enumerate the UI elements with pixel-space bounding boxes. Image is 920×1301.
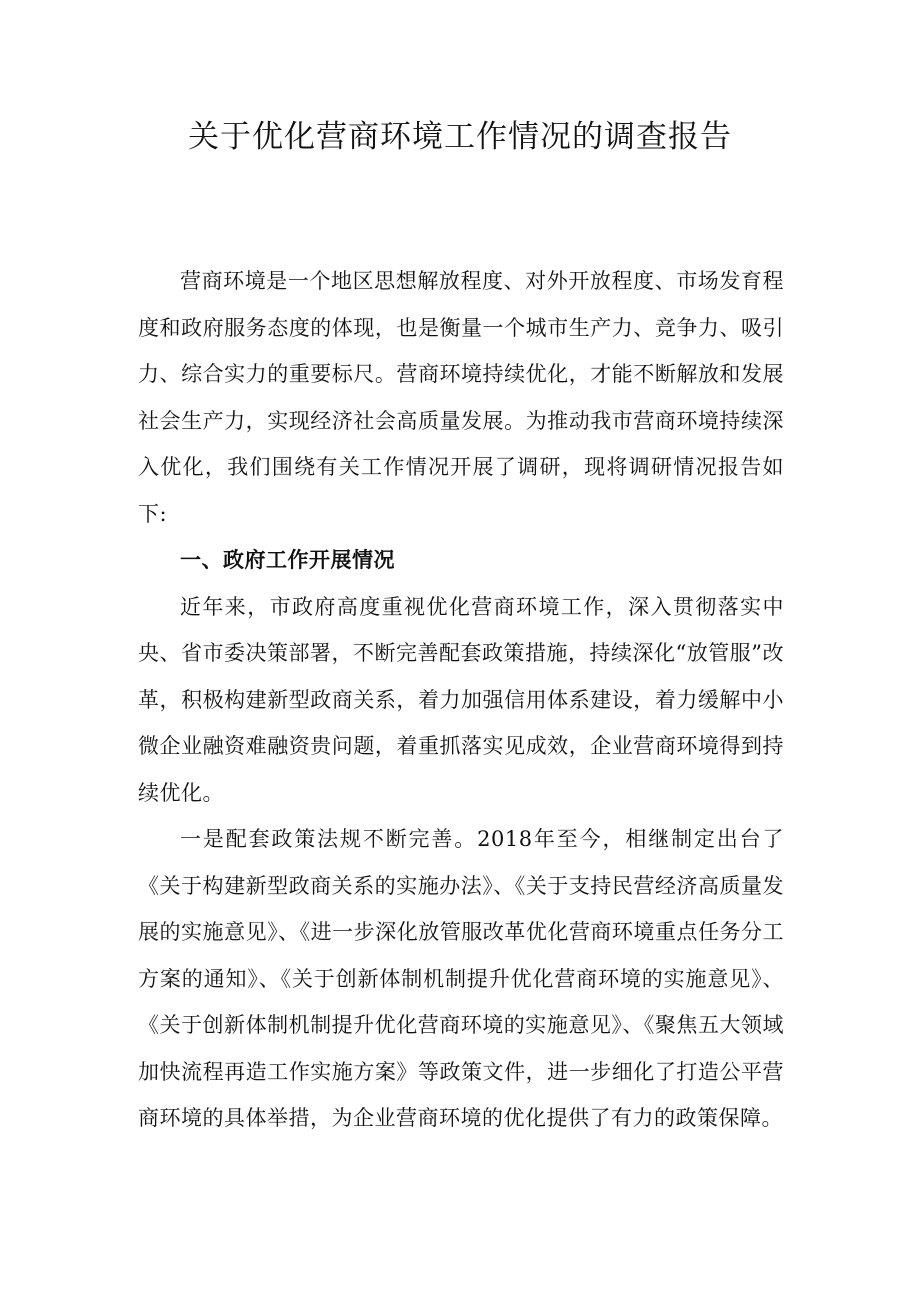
section-1-paragraph-1: 近年来，市政府高度重视优化营商环境工作，深入贯彻落实中央、省市委决策部署，不断完善配套政策措施，持续深化“放管服”改革，积极构建新型政商关系，着力加强信用体系建设，着力缓解中小微企业融资难融资贵问题，着重抓落实见成效，企业营商环境得到持续优化。 bbox=[138, 594, 784, 805]
intro-paragraph: 营商环境是一个地区思想解放程度、对外开放程度、市场发育程度和政府服务态度的体现，也是衡量一个城市生产力、竞争力、吸引力、综合实力的重要标尺。营商环境持续优化，才能不断解放和发展社会生产力，实现经济社会高质量发展。为推动我市营商环境持续深入优化，我们围绕有关工作情况开展了调研，现将调研情况报告如下: bbox=[138, 269, 784, 526]
section-heading-1: 一、政府工作开展情况 bbox=[180, 548, 395, 572]
document-title: 关于优化营商环境工作情况的调查报告 bbox=[188, 119, 732, 155]
document-body bbox=[138, 258, 784, 1142]
section-1-paragraph-2: 一是配套政策法规不断完善。2018年至今，相继制定出台了《关于构建新型政商关系的实施办法》、《关于支持民营经济高质量发展的实施意见》、《进一步深化放管服改革优化营商环境重点任务分工方案的通知》、《关于创新体制机制提升优化营商环境的实施意见》、《关于创新体制机制提升优化营商环境的实施意见》、《聚焦五大领域加快流程再造工作实施方案》等政策文件，进一步细化了打造公平营商环境的具体举措，为企业营商环境的优化提供了有力的政策保障。 bbox=[138, 827, 784, 1130]
